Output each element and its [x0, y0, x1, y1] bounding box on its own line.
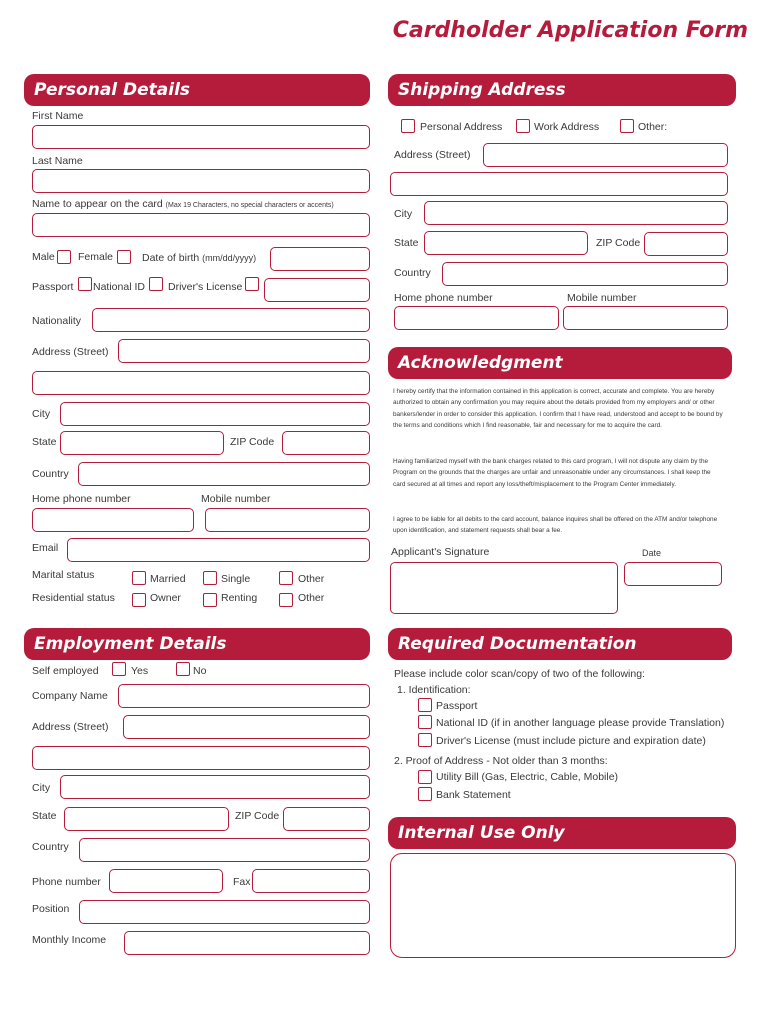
shipping-home-phone-field[interactable] — [394, 306, 559, 330]
shipping-zip-label: ZIP Code — [596, 237, 641, 249]
zip-label: ZIP Code — [230, 436, 275, 448]
marital-other-checkbox[interactable] — [279, 571, 293, 585]
company-name-field[interactable] — [118, 684, 370, 708]
work-address-label: Work Address — [534, 121, 600, 133]
marital-other-label: Other — [298, 573, 325, 585]
state-field[interactable] — [60, 431, 224, 455]
male-checkbox[interactable] — [57, 250, 71, 264]
state-label: State — [32, 436, 57, 448]
shipping-city-field[interactable] — [424, 201, 728, 225]
acknowledgment-paragraph-3: I agree to be liable for all debits to the card account, balance inquires shall be offered on the ATM and/or telephone upon identification, and statement requests shall bear a fee. — [393, 516, 718, 535]
single-label: Single — [221, 573, 251, 585]
shipping-address-field[interactable] — [483, 143, 728, 167]
male-label: Male — [32, 251, 55, 263]
city-field[interactable] — [60, 402, 370, 426]
residential-other-checkbox[interactable] — [279, 593, 293, 607]
passport-checkbox[interactable] — [78, 277, 92, 291]
dob-format: (mm/dd/yyyy) — [202, 253, 257, 263]
nationality-field[interactable] — [92, 308, 370, 332]
name-on-card-field[interactable] — [32, 213, 370, 237]
identification-title: 1. Identification: — [397, 684, 471, 696]
shipping-country-field[interactable] — [442, 262, 728, 286]
shipping-home-phone-label: Home phone number — [394, 292, 493, 304]
doc-passport-label: Passport — [436, 700, 478, 712]
nationality-label: Nationality — [32, 315, 82, 327]
doc-national-id-checkbox[interactable] — [418, 715, 432, 729]
phone-number-label: Phone number — [32, 876, 101, 888]
shipping-state-field[interactable] — [424, 231, 588, 255]
shipping-other-checkbox[interactable] — [620, 119, 634, 133]
married-checkbox[interactable] — [132, 571, 146, 585]
home-phone-field[interactable] — [32, 508, 194, 532]
id-number-field[interactable] — [264, 278, 370, 302]
renting-checkbox[interactable] — [203, 593, 217, 607]
name-on-card-label: Name to appear on the card (Max 19 Characters, no special characters or accents) — [32, 198, 334, 210]
employer-zip-label: ZIP Code — [235, 810, 280, 822]
company-name-label: Company Name — [32, 690, 108, 702]
dob-field[interactable] — [270, 247, 370, 271]
bank-statement-label: Bank Statement — [436, 789, 511, 801]
acknowledgment-header: Acknowledgment — [388, 347, 732, 379]
drivers-license-label: Driver's License — [168, 281, 243, 293]
marital-status-label: Marital status — [32, 569, 95, 581]
phone-number-field[interactable] — [109, 869, 223, 893]
utility-bill-label: Utility Bill (Gas, Electric, Cable, Mobile) — [436, 771, 619, 783]
female-checkbox[interactable] — [117, 250, 131, 264]
shipping-other-label: Other: — [638, 121, 668, 133]
zip-field[interactable] — [282, 431, 370, 455]
employer-state-field[interactable] — [64, 807, 229, 831]
signature-label: Applicant's Signature — [391, 546, 490, 558]
home-phone-label: Home phone number — [32, 493, 131, 505]
fax-field[interactable] — [252, 869, 370, 893]
first-name-field[interactable] — [32, 125, 370, 149]
shipping-address-label: Address (Street) — [394, 149, 471, 161]
last-name-label: Last Name — [32, 155, 83, 167]
shipping-address-header: Shipping Address — [388, 74, 736, 106]
doc-drivers-license-label: Driver's License (must include picture and expiration date) — [436, 735, 706, 747]
employer-zip-field[interactable] — [283, 807, 370, 831]
employer-city-label: City — [32, 782, 51, 794]
acknowledgment-paragraph-1: I hereby certify that the information contained in this application is correct, accurate and complete. You are hereby authorized to obtain any confirmation you may require about the details provided from my employers and/ or other bankers/lender in order to consider this application. I confirm that I have read, understood and accept to be bound by the terms and conditions which I find reasonable, fair and necessary for me to acquire the card. — [393, 388, 723, 430]
email-field[interactable] — [67, 538, 370, 562]
owner-checkbox[interactable] — [132, 593, 146, 607]
address-line2-field[interactable] — [32, 371, 370, 395]
bank-statement-checkbox[interactable] — [418, 787, 432, 801]
drivers-license-checkbox[interactable] — [245, 277, 259, 291]
date-field[interactable] — [624, 562, 722, 586]
proof-of-address-title: 2. Proof of Address - Not older than 3 months: — [394, 755, 608, 767]
renting-label: Renting — [221, 592, 258, 604]
shipping-mobile-label: Mobile number — [567, 292, 637, 304]
documentation-intro: Please include color scan/copy of two of the following: — [394, 668, 645, 680]
country-label: Country — [32, 468, 69, 480]
first-name-label: First Name — [32, 110, 84, 122]
self-employed-no-label: No — [193, 665, 207, 677]
shipping-country-label: Country — [394, 267, 431, 279]
self-employed-yes-label: Yes — [131, 665, 149, 677]
position-label: Position — [32, 903, 70, 915]
national-id-label: National ID — [93, 281, 145, 293]
doc-drivers-license-checkbox[interactable] — [418, 733, 432, 747]
employer-address-line2-field[interactable] — [32, 746, 370, 770]
dob-label: Date of birth (mm/dd/yyyy) — [142, 252, 257, 264]
city-label: City — [32, 408, 51, 420]
monthly-income-label: Monthly Income — [32, 934, 107, 946]
passport-label: Passport — [32, 281, 74, 293]
employer-address-label: Address (Street) — [32, 721, 109, 733]
shipping-state-label: State — [394, 237, 419, 249]
email-label: Email — [32, 542, 59, 554]
shipping-zip-field[interactable] — [644, 232, 728, 256]
signature-field[interactable] — [390, 562, 618, 614]
personal-address-checkbox[interactable] — [401, 119, 415, 133]
doc-passport-checkbox[interactable] — [418, 698, 432, 712]
doc-national-id-label: National ID (if in another language please provide Translation) — [436, 717, 725, 729]
employer-state-label: State — [32, 810, 57, 822]
name-on-card-note: (Max 19 Characters, no special characters or accents) — [165, 202, 334, 209]
last-name-field[interactable] — [32, 169, 370, 193]
employer-country-label: Country — [32, 841, 69, 853]
monthly-income-field[interactable] — [124, 931, 370, 955]
required-documentation-header: Required Documentation — [388, 628, 732, 660]
female-label: Female — [78, 251, 114, 263]
employer-address-field[interactable] — [123, 715, 370, 739]
self-employed-no-checkbox[interactable] — [176, 662, 190, 676]
address-field[interactable] — [118, 339, 370, 363]
self-employed-label: Self employed — [32, 665, 99, 677]
owner-label: Owner — [150, 592, 181, 604]
fax-label: Fax — [233, 876, 251, 888]
shipping-address-line2-field[interactable] — [390, 172, 728, 196]
residential-other-label: Other — [298, 592, 325, 604]
position-field[interactable] — [79, 900, 370, 924]
married-label: Married — [150, 573, 186, 585]
acknowledgment-paragraph-2: Having familiarized myself with the bank charges related to this card program, I will not dispute any claim by the Program on the grounds that the charges are unfair and unreasonable under any circumstances. I shall keep the card secured at all times and report any loss/theft/misplacement to the Program Center immediately. — [393, 458, 711, 488]
employment-details-header: Employment Details — [24, 628, 370, 660]
mobile-label: Mobile number — [201, 493, 271, 505]
shipping-mobile-field[interactable] — [563, 306, 728, 330]
internal-use-header: Internal Use Only — [388, 817, 736, 849]
work-address-checkbox[interactable] — [516, 119, 530, 133]
date-label: Date — [642, 548, 662, 558]
utility-bill-checkbox[interactable] — [418, 770, 432, 784]
mobile-field[interactable] — [205, 508, 370, 532]
internal-use-box[interactable] — [390, 853, 736, 958]
country-field[interactable] — [78, 462, 370, 486]
personal-address-label: Personal Address — [420, 121, 503, 133]
national-id-checkbox[interactable] — [149, 277, 163, 291]
employer-country-field[interactable] — [79, 838, 370, 862]
shipping-city-label: City — [394, 208, 413, 220]
address-label: Address (Street) — [32, 346, 109, 358]
form-title: Cardholder Application Form — [392, 18, 748, 43]
employer-city-field[interactable] — [60, 775, 370, 799]
single-checkbox[interactable] — [203, 571, 217, 585]
personal-details-header: Personal Details — [24, 74, 370, 106]
self-employed-yes-checkbox[interactable] — [112, 662, 126, 676]
residential-status-label: Residential status — [32, 592, 115, 604]
